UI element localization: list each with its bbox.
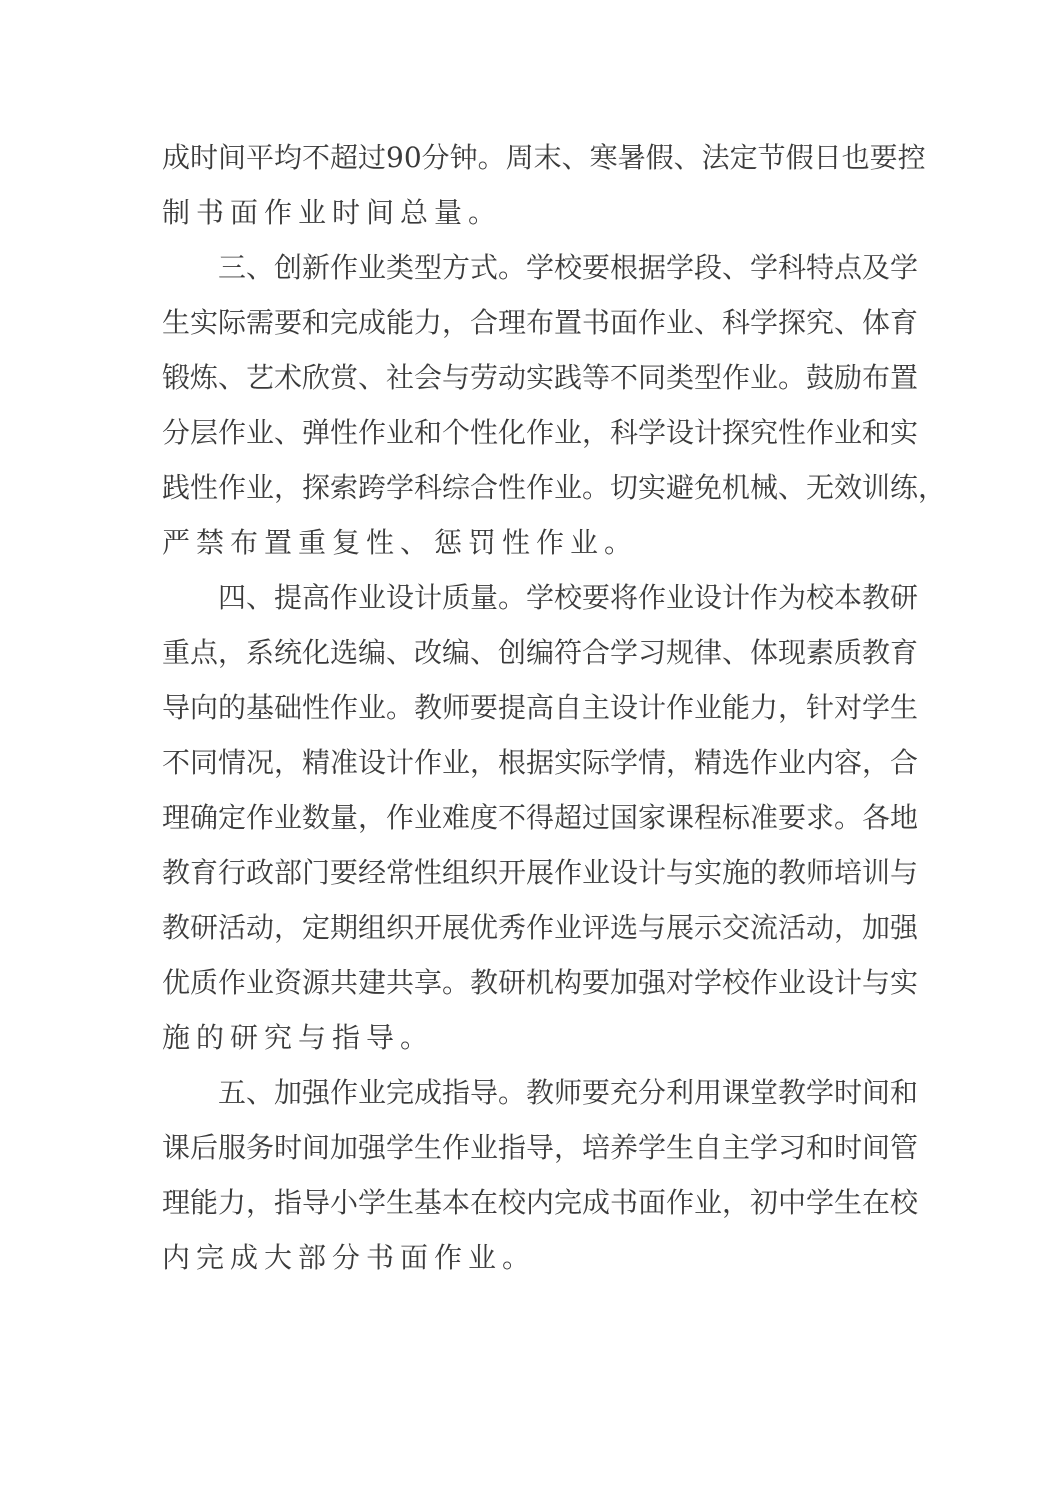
text-line: 分层作业、弹性作业和个性化作业，科学设计探究性作业和实	[162, 416, 919, 449]
paragraph-four-improve-design-quality	[162, 575, 919, 1070]
text-line: 三、创新作业类型方式。学校要根据学段、学科特点及学	[218, 251, 919, 284]
text-line: 四、提高作业设计质量。学校要将作业设计作为校本教研	[218, 581, 919, 614]
text-line: 导向的基础性作业。教师要提高自主设计作业能力，针对学生	[162, 691, 919, 724]
paragraph-five-strengthen-guidance	[162, 1070, 919, 1290]
text-line: 优质作业资源共建共享。教研机构要加强对学校作业设计与实	[162, 966, 919, 999]
text-line: 课后服务时间加强学生作业指导，培养学生自主学习和时间管	[162, 1131, 919, 1164]
paragraph-time-limit-continuation	[162, 135, 926, 245]
text-line: 不同情况，精准设计作业，根据实际学情，精选作业内容，合	[162, 746, 919, 779]
text-line: 理能力，指导小学生基本在校内完成书面作业，初中学生在校	[162, 1186, 919, 1219]
text-line: 理确定作业数量，作业难度不得超过国家课程标准要求。各地	[162, 801, 919, 834]
text-line: 成时间平均不超过90分钟。周末、寒暑假、法定节假日也要控	[162, 141, 926, 174]
text-line: 严禁布置重复性、惩罚性作业。	[162, 526, 639, 559]
text-line: 锻炼、艺术欣赏、社会与劳动实践等不同类型作业。鼓励布置	[162, 361, 919, 394]
text-line: 五、加强作业完成指导。教师要充分利用课堂教学时间和	[218, 1076, 919, 1109]
text-line: 生实际需要和完成能力，合理布置书面作业、科学探究、体育	[162, 306, 919, 339]
document-page	[162, 135, 947, 1290]
text-line: 教研活动，定期组织开展优秀作业评选与展示交流活动，加强	[162, 911, 919, 944]
text-line: 内完成大部分书面作业。	[162, 1241, 537, 1274]
text-line: 制书面作业时间总量。	[162, 196, 503, 229]
text-line: 施的研究与指导。	[162, 1021, 435, 1054]
text-line: 践性作业，探索跨学科综合性作业。切实避免机械、无效训练，	[162, 471, 947, 504]
paragraph-three-innovate-homework-types	[162, 245, 947, 575]
text-line: 教育行政部门要经常性组织开展作业设计与实施的教师培训与	[162, 856, 919, 889]
text-line: 重点，系统化选编、改编、创编符合学习规律、体现素质教育	[162, 636, 919, 669]
